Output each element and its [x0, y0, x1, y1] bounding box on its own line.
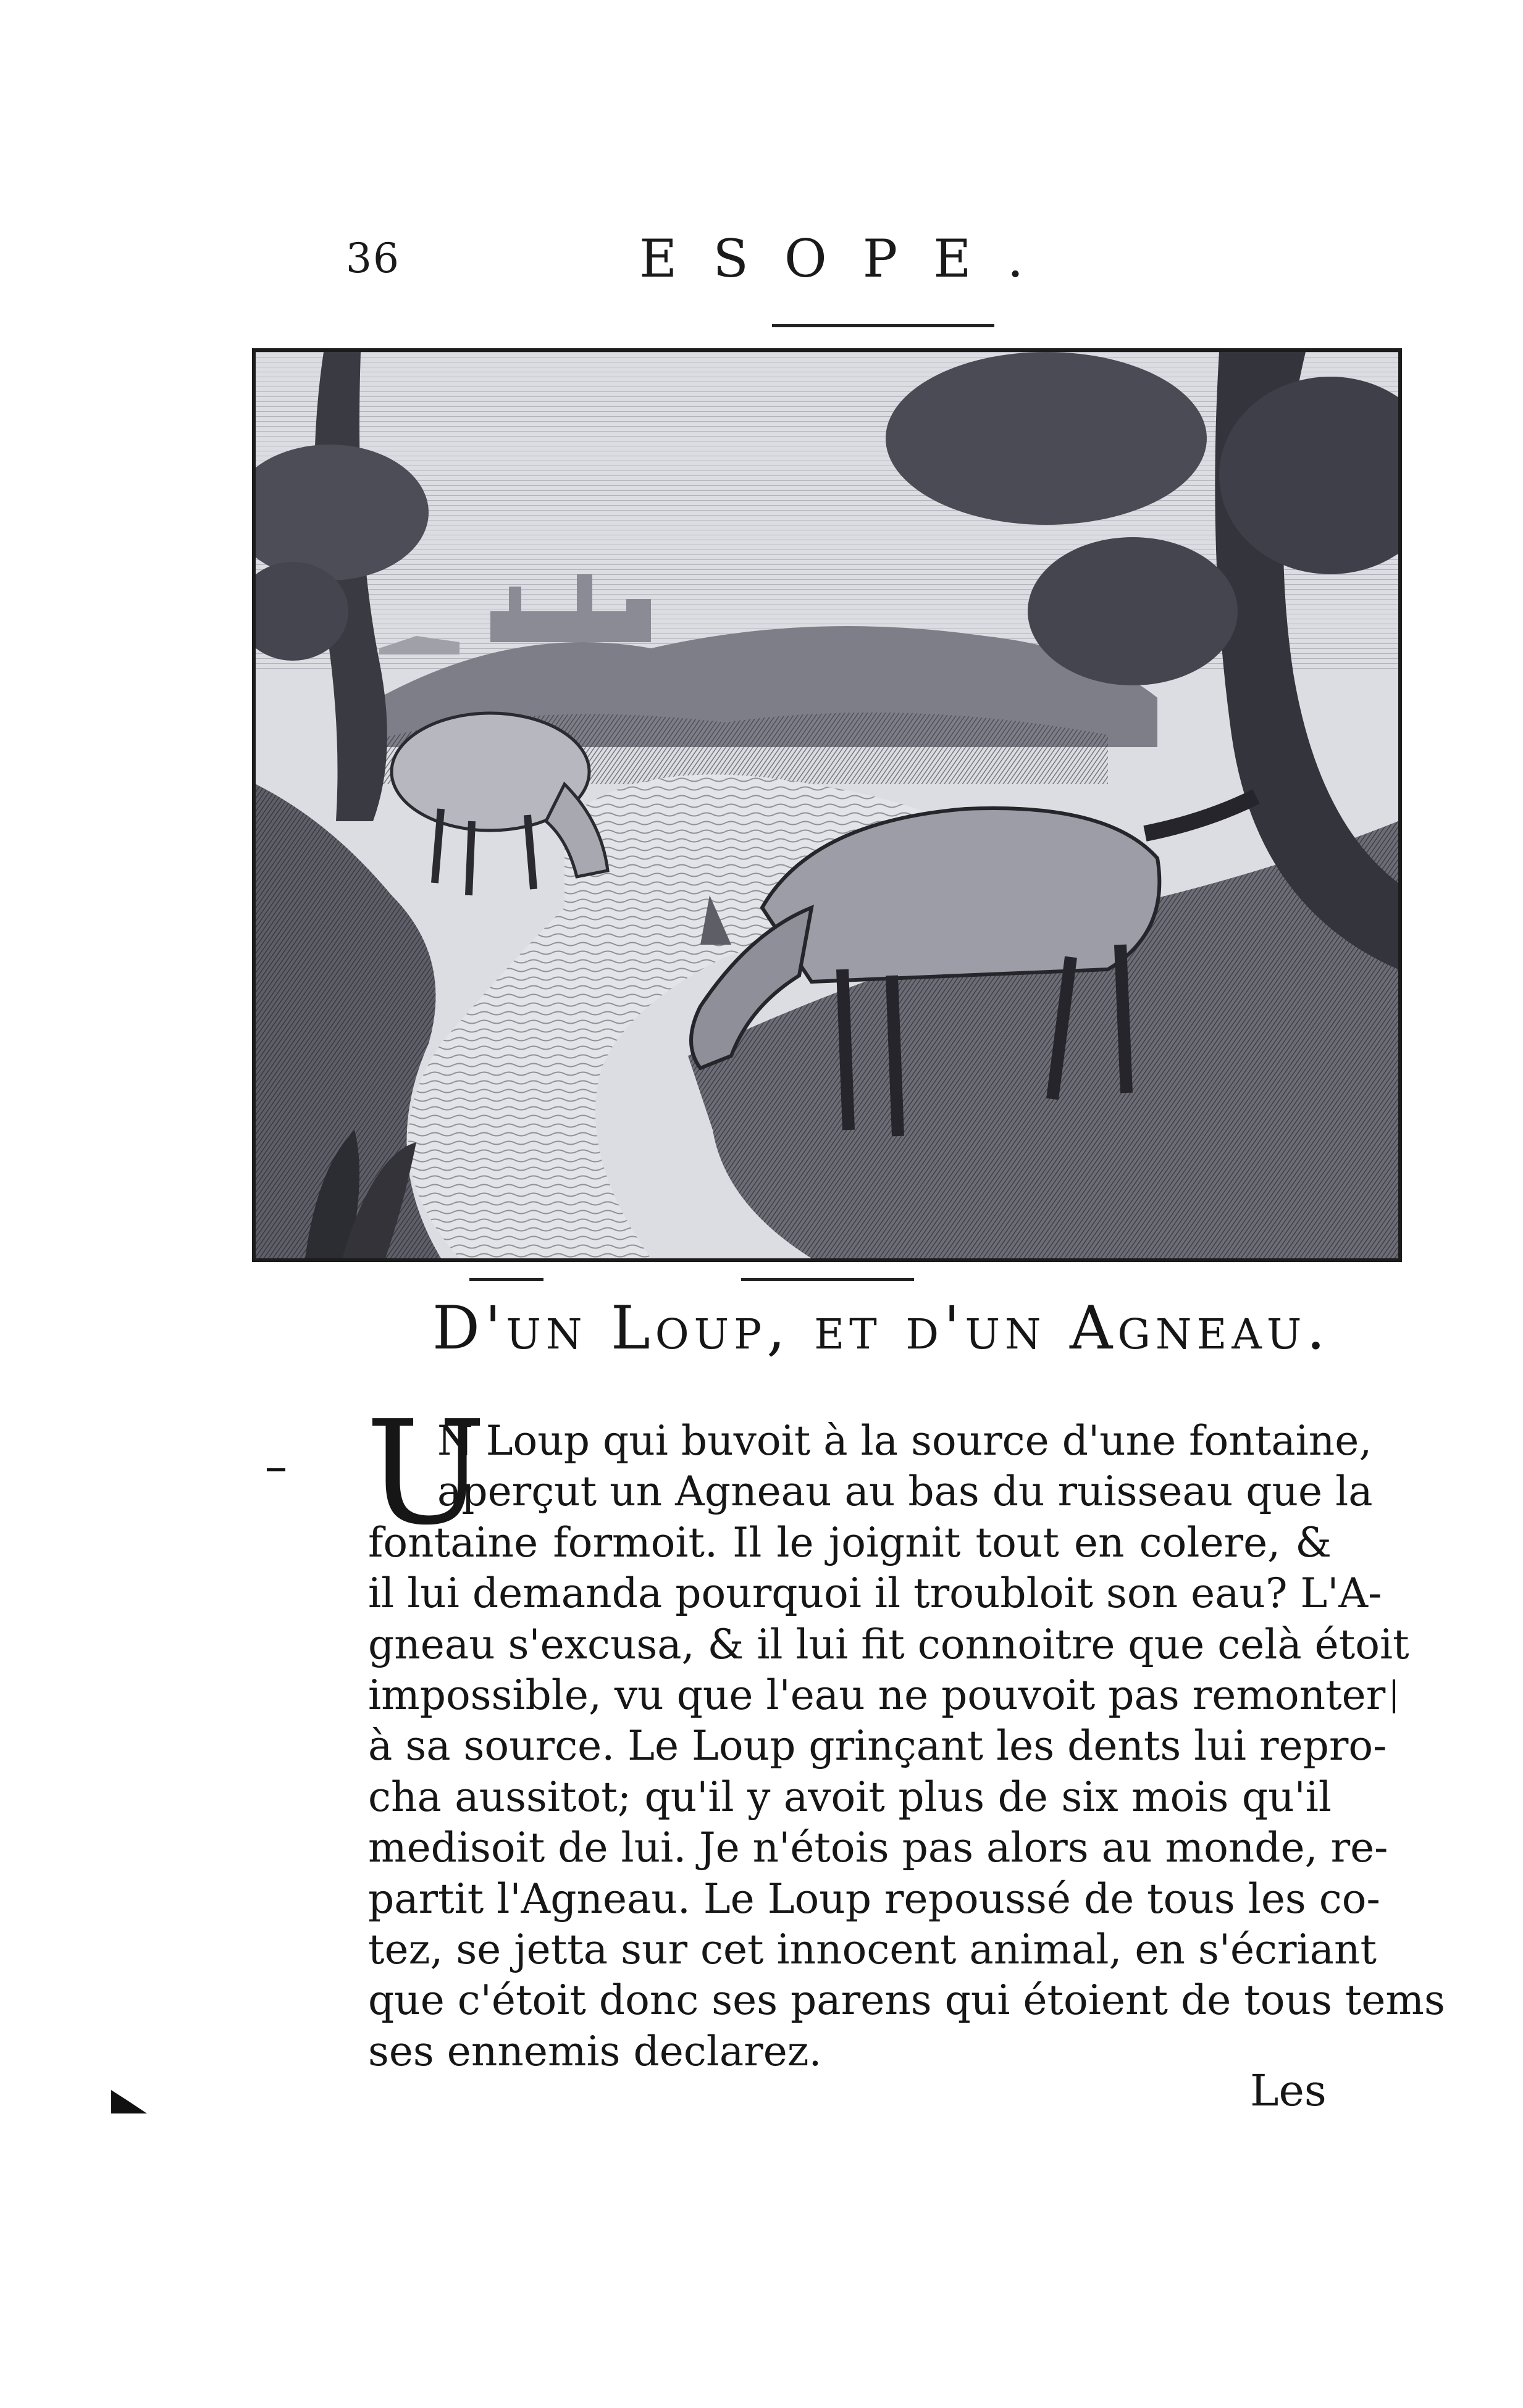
- plate-rule-center: [741, 1278, 914, 1281]
- text-line: que c'étoit donc ses parens qui étoient de tous tems: [368, 1976, 1445, 2025]
- fable-title: D'un Loup, et d'un Agneau.: [432, 1294, 1330, 1363]
- text-line: gneau s'excusa, & il lui fit connoitre que celà étoit: [368, 1620, 1409, 1668]
- wolf-and-lamb-illustration: [252, 348, 1402, 1262]
- plate-rule-left: [469, 1278, 543, 1281]
- text-line: ses ennemis declarez.: [368, 2027, 822, 2075]
- drop-cap: U: [366, 1390, 487, 1557]
- running-title: ESOPE.: [639, 228, 1060, 289]
- header-rule: [772, 324, 994, 327]
- text-line: fontaine formoit. Il le joignit tout en colere, &: [368, 1518, 1332, 1566]
- engraving-image: [256, 352, 1398, 1258]
- margin-mark: [267, 1468, 285, 1471]
- text-line: impossible, vu que l'eau ne pouvoit pas remonter: [368, 1671, 1386, 1719]
- page-number: 36: [346, 235, 400, 282]
- text-line: medisoit de lui. Je n'étois pas alors au monde, re-: [368, 1824, 1388, 1872]
- text-line: il lui demanda pourquoi il troubloit son eau? L'A-: [368, 1570, 1382, 1618]
- text-line: aperçut un Agneau au bas du ruisseau que la: [437, 1468, 1373, 1516]
- catchword: Les: [1250, 2065, 1327, 2116]
- fable-text: [368, 1416, 1445, 2077]
- text-line: partit l'Agneau. Le Loup repoussé de tous les co-: [368, 1875, 1380, 1923]
- text-line: cha aussitot; qu'il y avoit plus de six mois qu'il: [368, 1773, 1332, 1821]
- text-line: tez, se jetta sur cet innocent animal, en s'écriant: [368, 1925, 1377, 1973]
- text-line: à sa source. Le Loup grinçant les dents lui repro-: [368, 1722, 1387, 1770]
- text-line: N Loup qui buvoit à la source d'une fontaine,: [437, 1417, 1372, 1465]
- corner-tab-mark: [111, 2090, 148, 2115]
- margin-mark: [1393, 1679, 1395, 1713]
